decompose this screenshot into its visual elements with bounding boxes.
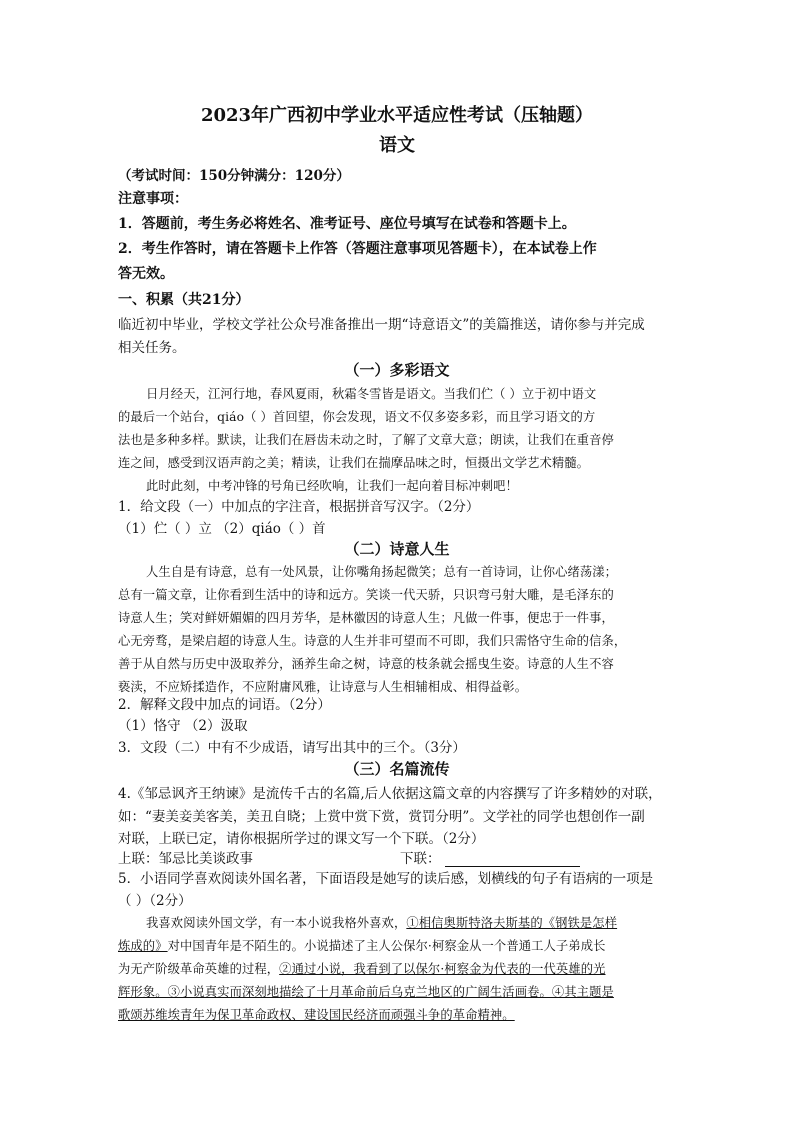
part2-text-line: 人生自是有诗意，总有一处风景，让你嘴角扬起微笑；总有一首诗词，让你心绪荡漾； xyxy=(146,565,618,579)
part3-heading: （三）名篇流传 xyxy=(344,760,450,778)
part1-text-line: 日月经天，江河行地，春风夏雨，秋霜冬雪皆是语文。当我们伫（ ）立于初中语文 xyxy=(146,387,597,401)
part1-text-line: 连之间，感受到汉语声韵之美；精读，让我们在揣摩品味之时，恒摄出文学艺术精髓。 xyxy=(118,456,590,470)
reading-line xyxy=(146,913,617,931)
exam-info: （考试时间：150分钟满分：120分） xyxy=(118,168,350,184)
notice-title: 注意事项： xyxy=(118,191,188,207)
part1-heading: （一）多彩语文 xyxy=(344,361,450,379)
question-3: 3．文段（二）中有不少成语，请写出其中的三个。（3分） xyxy=(118,740,466,756)
question-4-cont: 如：“妻美妾美客美，美丑自晓；上赏中赏下赏，赏罚分明”。文学社的同学也想创作一副 xyxy=(118,809,645,825)
answer-blank xyxy=(445,852,580,867)
section-heading: 一、积累（共21分） xyxy=(118,292,250,308)
reading-line xyxy=(118,959,606,977)
part2-text-line: 善于从自然与历史中汲取养分，涵养生命之树，诗意的枝条就会摇曳生姿。诗意的人生不容 xyxy=(118,657,614,671)
reading-text: 对中国青年是不陌生的。小说描述了主人公保尔·柯察金从一个普通工人子弟成长 xyxy=(167,939,606,953)
underlined-sentence: ②通过小说，我看到了以保尔·柯察金为代表的一代英雄的光 xyxy=(279,962,606,976)
notice-item-1: 1．答题前，考生务必将姓名、准考证号、座位号填写在试卷和答题卡上。 xyxy=(118,216,576,232)
section-intro-cont: 相关任务。 xyxy=(118,340,186,356)
reading-text: 我喜欢阅读外国文学，有一本小说我格外喜欢， xyxy=(146,916,407,930)
couplet-lower xyxy=(400,847,580,867)
underlined-sentence: ①相信奥斯特洛夫斯基的《钢铁是怎样 xyxy=(406,916,618,930)
part2-heading: （二）诗意人生 xyxy=(344,540,450,558)
section-intro: 临近初中毕业，学校文学社公众号准备推出一期“诗意语文”的美篇推送，请你参与并完成 xyxy=(118,317,645,333)
question-5-cont: （ ）（2分） xyxy=(118,893,192,909)
question-2: 2．解释文段中加点的词语。（2分） xyxy=(118,697,331,713)
part1-text-line: 法也是多种多样。默读，让我们在唇齿未动之时，了解了文章大意；朗读，让我们在重音停 xyxy=(118,433,614,447)
question-1-items: （1）伫（ ）立 （2）qiáo（ ）首 xyxy=(118,521,326,537)
couplet-upper: 上联：邹忌比美谈政事 xyxy=(118,851,253,867)
reading-text: 为无产阶级革命英雄的过程， xyxy=(118,962,280,976)
part1-text-line: 的最后一个站台，qiáo（ ）首回望，你会发现，语文不仅多姿多彩，而且学习语文的方 xyxy=(118,410,596,424)
question-5: 5．小语同学喜欢阅读外国名著，下面语段是她写的读后感，划横线的句子有语病的一项是 xyxy=(118,871,654,887)
subject-title: 语文 xyxy=(379,135,415,156)
notice-item-2: 2．考生作答时，请在答题卡上作答（答题注意事项见答题卡），在本试卷上作 xyxy=(118,241,597,257)
underlined-sentence: 辉形象。③小说真实而深刻地描绘了十月革命前后乌克兰地区的广阔生活画卷。④其主题是 xyxy=(118,985,614,999)
part2-text-line: 总有一篇文章，让你看到生活中的诗和远方。笑谈一代天骄，只识弯弓射大雕，是毛泽东的 xyxy=(118,588,614,602)
underlined-sentence: 炼成的》 xyxy=(118,939,168,953)
question-4: 4.《邹忌讽齐王纳谏》是流传千古的名篇,后人依据这篇文章的内容撰写了许多精妙的对联， xyxy=(118,786,662,802)
part1-text-line: 此时此刻，中考冲锋的号角已经吹响，让我们一起向着目标冲刺吧！ xyxy=(146,479,518,493)
question-4-cont: 对联，上联已定，请你根据所学过的课文写一个下联。（2分） xyxy=(118,831,485,847)
couplet-lower-label: 下联： xyxy=(400,851,441,867)
part2-text-line: 诗意人生；笑对鲜妍媚媚的四月芳华，是林徽因的诗意人生；凡做一件事，便忠于一件事， xyxy=(118,611,614,625)
underlined-sentence: 歌颂苏维埃青年为保卫革命政权、建设国民经济而顽强斗争的革命精神。 xyxy=(118,1008,515,1022)
notice-item-2-cont: 答无效。 xyxy=(118,266,174,282)
exam-title: 2023年广西初中学业水平适应性考试（压轴题） xyxy=(200,105,594,126)
part2-text-line: 心无旁骛，是梁启超的诗意人生。诗意的人生并非可望而不可即，我们只需恪守生命的信条， xyxy=(118,634,627,648)
part2-text-line: 亵渎，不应矫揉造作，不应附庸风雅，让诗意与人生相辅相成、相得益彰。 xyxy=(118,680,528,694)
question-1: 1．给文段（一）中加点的字注音，根据拼音写汉字。（2分） xyxy=(118,499,480,515)
reading-line xyxy=(118,936,606,954)
question-2-items: （1）恪守 （2）汲取 xyxy=(118,718,248,734)
